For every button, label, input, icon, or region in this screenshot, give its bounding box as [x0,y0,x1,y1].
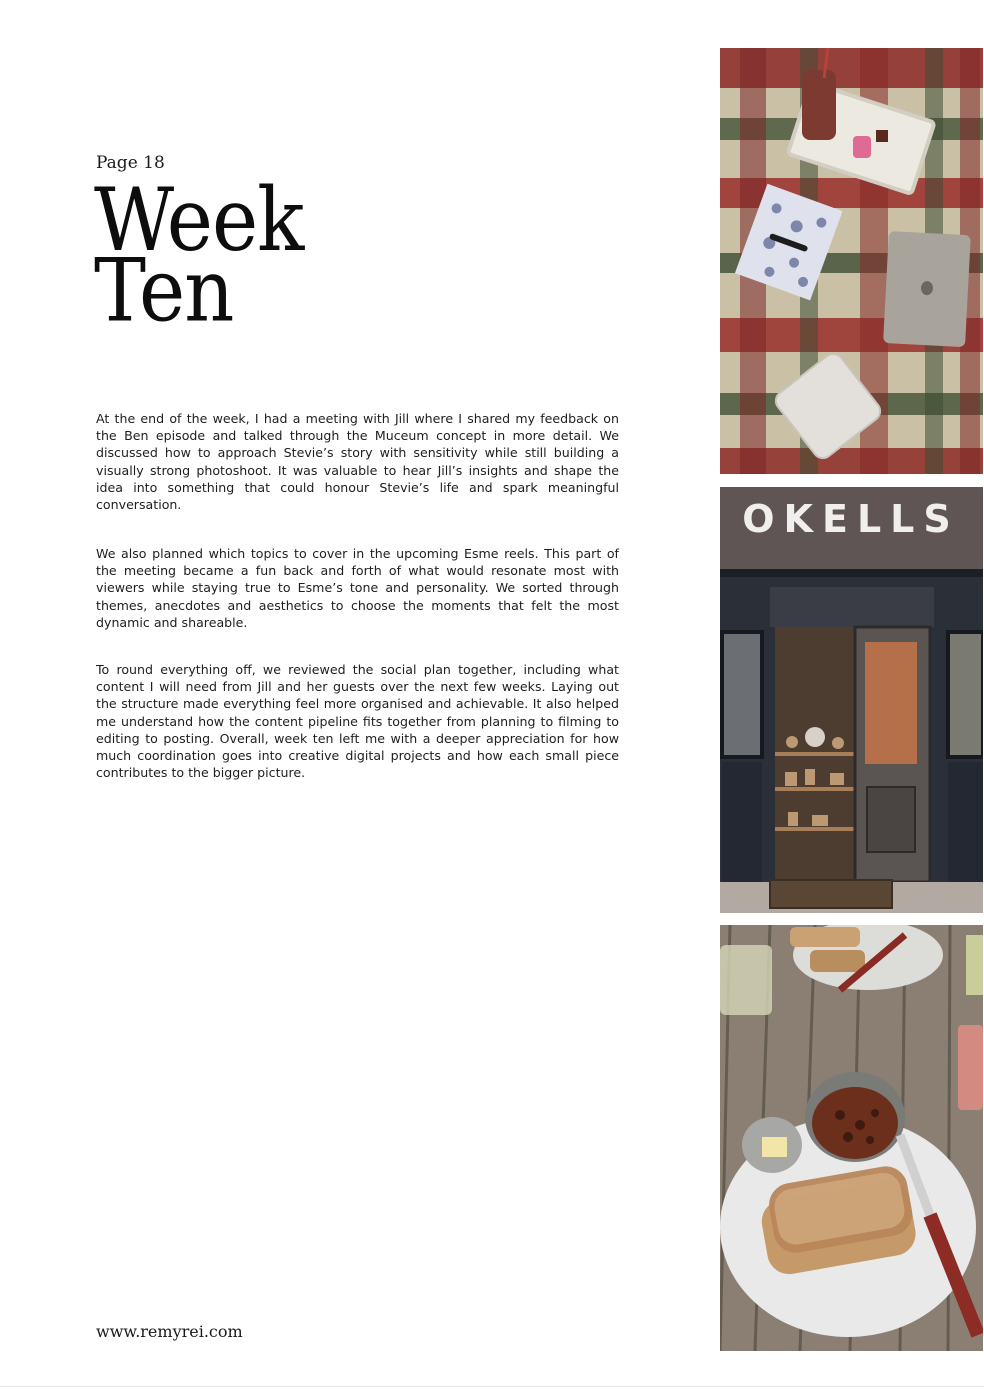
title-line-2: Ten [94,240,234,342]
photo-breakfast [720,925,983,1351]
storefront-sign-text: OKELLS [742,497,960,541]
photo-picnic-blanket [720,48,983,474]
photo-storefront [720,487,983,913]
title-line-1: Week [94,170,304,272]
body-paragraph-2: We also planned which topics to cover in the upcoming Esme reels. This part of the meeting became a fun back and forth of what would resonate most with viewers while staying true to Esme’s tone and personality. We sorted through themes, anecdotes and aesthetics to choose the moments that felt the most dynamic and shareable. [96,546,619,630]
body-paragraph-3: To round everything off, we reviewed the social plan together, including what content I will need from Jill and her guests over the next few weeks. Laying out the structure made everything feel more organised and achievable. It also helped me understand how the content pipeline fits together from planning to filming to editing to posting. Overall, week ten left me with a deeper appreciation for how much coordination goes into creative digital projects and how each small piece contributes to the bigger picture. [96,662,619,781]
page-title [94,170,304,342]
footer-website: www.remyrei.com [96,1322,243,1341]
page-number: Page 18 [96,153,165,173]
body-paragraph-1: At the end of the week, I had a meeting with Jill where I shared my feedback on the Ben episode and talked through the Muceum concept in more detail. We discussed how to approach Stevie’s story with sensitivity while still building a visually strong photoshoot. It was valuable to hear Jill’s insights and shape the idea into something that could honour Stevie’s life and spark meaningful conversation. [96,411,619,513]
page-bottom-border [0,1386,984,1387]
